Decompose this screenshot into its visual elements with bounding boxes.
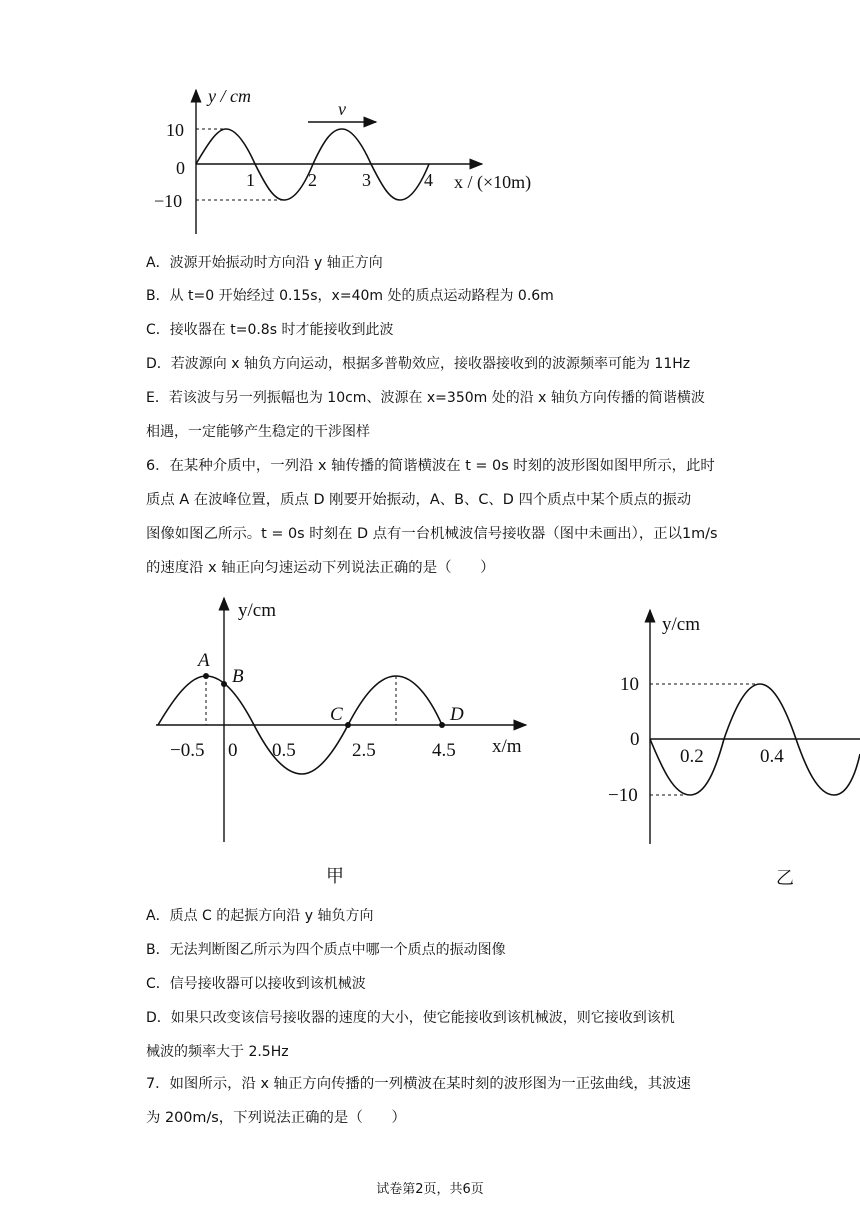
q5-option-e: E．若该波与另一列振幅也为 10cm、波源在 x=350m 处的沿 x 轴负方向传播的简谐横波: [146, 390, 705, 406]
q6-option-a: A．质点 C 的起振方向沿 y 轴负方向: [146, 908, 374, 924]
point-d: [439, 722, 445, 728]
y-tick-0: 0: [630, 729, 640, 750]
q5-option-b: B．从 t=0 开始经过 0.15s，x=40m 处的质点运动路程为 0.6m: [146, 288, 554, 304]
velocity-label: v: [338, 99, 346, 119]
q6-option-c: C．信号接收器可以接收到该机械波: [146, 976, 366, 992]
x-axis-label: x / (×10m): [454, 172, 532, 192]
point-b-label: B: [232, 666, 244, 687]
x-tick-4: 4: [424, 170, 433, 190]
x-tick-2.5: 2.5: [352, 740, 376, 761]
point-d-label: D: [450, 704, 464, 725]
q5-option-e-cont: 相遇，一定能够产生稳定的干涉图样: [146, 424, 370, 440]
y-axis-label: y/cm: [238, 600, 276, 621]
point-a-label: A: [198, 650, 210, 671]
x-tick-3: 3: [362, 170, 371, 190]
wave-figure-jia: [150, 592, 540, 847]
q6-option-d-cont: 械波的频率大于 2.5Hz: [146, 1044, 289, 1060]
q5-option-d: D．若波源向 x 轴负方向运动，根据多普勒效应，接收器接收到的波源频率可能为 11Hz: [146, 356, 691, 372]
y-tick-10: 10: [166, 120, 184, 140]
x-tick-0: 0: [228, 740, 238, 761]
x-tick-1: 1: [246, 170, 255, 190]
q6-stem-line-3: 图像如图乙所示。t = 0s 时刻在 D 点有一台机械波信号接收器（图中未画出），正以1m/s: [146, 526, 718, 542]
q7-stem-line-2: 为 200m/s，下列说法正确的是（ ）: [146, 1110, 406, 1126]
page-footer: 试卷第2页，共6页: [376, 1182, 484, 1197]
y-tick-neg10: −10: [154, 191, 183, 211]
point-a: [203, 673, 209, 679]
y-axis-label: y/cm: [662, 614, 700, 635]
y-tick-0: 0: [176, 158, 185, 178]
x-tick-4.5: 4.5: [432, 740, 456, 761]
q6-stem-line-4: 的速度沿 x 轴正向匀速运动下列说法正确的是（ ）: [146, 560, 495, 576]
q7-stem-line-1: 7．如图所示，沿 x 轴正方向传播的一列横波在某时刻的波形图为一正弦曲线，其波速: [146, 1076, 691, 1092]
y-tick-neg10: −10: [608, 785, 638, 806]
q6-option-d: D．如果只改变该信号接收器的速度的大小，使它能接收到该机械波，则它接收到该机: [146, 1010, 675, 1026]
x-tick-2: 2: [308, 170, 317, 190]
q6-option-b: B．无法判断图乙所示为四个质点中哪一个质点的振动图像: [146, 942, 506, 958]
q6-stem-line-1: 6．在某种介质中，一列沿 x 轴传播的简谐横波在 t = 0s 时刻的波形图如图甲所示，此时: [146, 458, 715, 474]
q6-stem-line-2: 质点 A 在波峰位置，质点 D 刚要开始振动，A、B、C、D 四个质点中某个质点的振动: [146, 492, 692, 508]
figure-jia-caption: 甲: [326, 866, 344, 887]
figure-yi-caption: 乙: [776, 868, 794, 889]
wave-figure-1: [140, 82, 560, 242]
q5-option-a: A．波源开始振动时方向沿 y 轴正方向: [146, 255, 383, 271]
point-c: [345, 722, 351, 728]
x-tick-0.5: 0.5: [272, 740, 296, 761]
q5-option-c: C．接收器在 t=0.8s 时才能接收到此波: [146, 322, 394, 338]
y-axis-label: y / cm: [208, 86, 251, 106]
x-axis-label: x/m: [492, 736, 522, 757]
vibration-figure-yi: [600, 604, 860, 849]
t-tick-0.4: 0.4: [760, 746, 784, 767]
x-tick-neg0.5: −0.5: [170, 740, 205, 761]
point-b: [221, 681, 227, 687]
t-tick-0.2: 0.2: [680, 746, 704, 767]
y-tick-10: 10: [620, 674, 639, 695]
point-c-label: C: [330, 704, 343, 725]
